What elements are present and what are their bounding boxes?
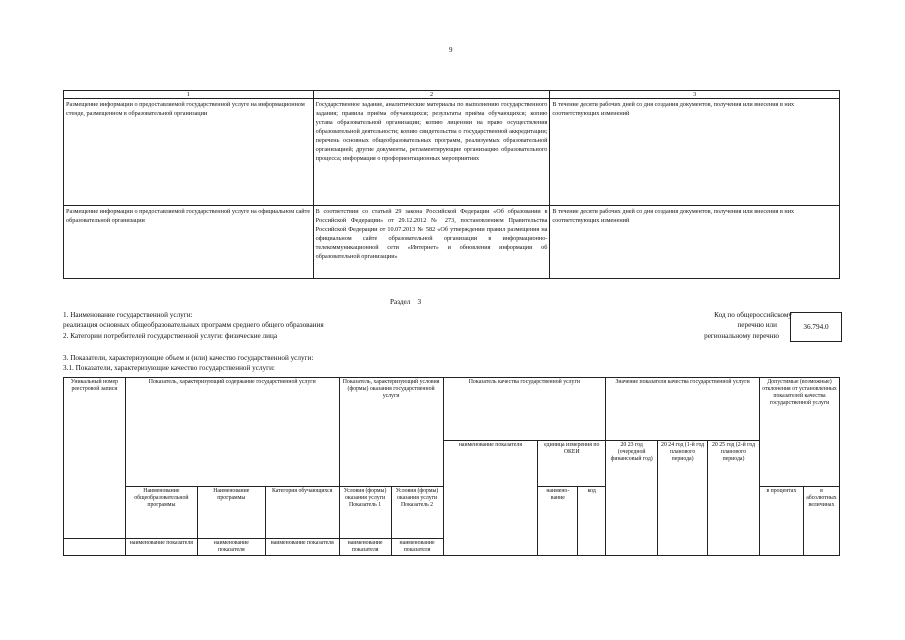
method-cell: Размещение информации о предоставляемой государственной услуге на информационном стенде, размещенном в образовательной организации bbox=[64, 99, 314, 206]
year-2024-header: 20 24 год (1-й год планового периода) bbox=[658, 441, 708, 556]
frequency-cell: В течение десяти рабочих дней со дня создания документов, получения или внесения в них соответствующих изменений bbox=[550, 206, 840, 279]
page-number: 9 bbox=[449, 46, 453, 54]
unit-code-header: код bbox=[578, 487, 606, 556]
empty-cell bbox=[64, 539, 126, 556]
info-table bbox=[63, 90, 840, 279]
program-name-header: Наименование общеобразовательной программы bbox=[125, 487, 197, 539]
table-row bbox=[64, 99, 840, 206]
indicator-name-cell: наименование показателя bbox=[265, 539, 339, 556]
header-col-3: 3 bbox=[550, 91, 840, 99]
category-header: Категория обучающихся bbox=[265, 487, 339, 539]
section-label: Раздел bbox=[390, 298, 411, 306]
service-name-value: реализация основных общеобразовательных программ среднего общего образования bbox=[63, 321, 324, 329]
content-cell: В соответствии со статьей 29 закона Российской Федерации «Об образовании в Российской Федерации» от 29.12.2012 № 273, постановлением Правительства Российской Федерации от 10.07.2013 № 582 «Об утверждении правил размещения на официальном сайте образовательной организации в информационно-телекоммуникационной сети «Интернет» и обновления информации об образовательной организации» bbox=[313, 206, 550, 279]
deviation-percent-header: в процентах bbox=[759, 487, 803, 556]
quality-indicators-table bbox=[63, 377, 840, 556]
content-indicator-header: Показатель, характеризующий содержание государственной услуги bbox=[125, 378, 339, 487]
quality-values-header: Значение показателя качества государственной услуги bbox=[606, 378, 760, 441]
condition-2-header: Условия (формы) оказания услуги Показатель 2 bbox=[391, 487, 443, 539]
year-2025-header: 20 25 год (2-й год планового периода) bbox=[708, 441, 760, 556]
unit-name-header: наимено-вание bbox=[538, 487, 578, 556]
unique-number-header: Уникальный номер реестровой записи bbox=[64, 378, 126, 539]
program-header: Наименование программы bbox=[197, 487, 265, 539]
indicator-name-header: наименование показателя bbox=[443, 441, 538, 556]
deviation-absolute-header: в абсолютных величинах bbox=[803, 487, 839, 556]
indicator-name-cell: наименование показателя bbox=[197, 539, 265, 556]
registry-code-box: 36.794.0 bbox=[790, 312, 842, 342]
conditions-indicator-header: Показатель, характеризующий условия (формы) оказания государственной услуги bbox=[339, 378, 443, 487]
code-label-2: перечню или bbox=[737, 321, 777, 329]
table-row bbox=[64, 206, 840, 279]
section-title bbox=[390, 298, 421, 307]
indicator-name-cell: наименование показателя bbox=[125, 539, 197, 556]
consumer-category: 2. Категории потребителей государственной услуги: физические лица bbox=[63, 332, 278, 340]
indicators-subheading: 3.1. Показатели, характеризующие качество государственной услуги: bbox=[63, 364, 275, 372]
section-number: 3 bbox=[417, 298, 422, 306]
service-name-label: 1. Наименование государственной услуги: bbox=[63, 311, 193, 319]
code-label-1: Код по общероссийскому bbox=[714, 311, 792, 319]
indicators-heading: 3. Показатели, характеризующие объем и (или) качество государственной услуги: bbox=[63, 354, 314, 362]
condition-1-header: Условия (формы) оказания услуги Показатель 1 bbox=[339, 487, 391, 539]
indicator-name-cell: наименование показателя bbox=[391, 539, 443, 556]
frequency-cell: В течение десяти рабочих дней со дня создания документов, получения или внесения в них соответствующих изменений bbox=[550, 99, 840, 206]
method-cell: Размещение информации о предоставляемой государственной услуге на официальном сайте образовательной организации bbox=[64, 206, 314, 279]
code-label-3: региональному перечню bbox=[704, 332, 779, 340]
content-cell: Государственное задание, аналитические материалы по выполнению государственного задания; правила приёма обучающихся; результаты приёма обучающихся; копию устава образовательной организации; копию лицензии на право осуществления образовательной деятельности; копию свидетельства о государственной аккредитации; перечень основных общеобразовательных программ, реализуемых образовательной организацией; другие документы, регламентирующие организацию образовательного процесса; информация о профориентационных мероприятиях bbox=[313, 99, 550, 206]
deviation-header: Допустимые (возможные) отклонения от установленных показателей качества государственной услуги bbox=[759, 378, 839, 487]
header-col-2: 2 bbox=[313, 91, 550, 99]
unit-header: единица измерения по ОКЕИ bbox=[538, 441, 606, 487]
indicator-name-cell: наименование показателя bbox=[339, 539, 391, 556]
header-col-1: 1 bbox=[64, 91, 314, 99]
year-2023-header: 20 23 год (очередной финансовый год) bbox=[606, 441, 658, 556]
quality-indicator-header: Показатель качества государственной услуги bbox=[443, 378, 606, 441]
